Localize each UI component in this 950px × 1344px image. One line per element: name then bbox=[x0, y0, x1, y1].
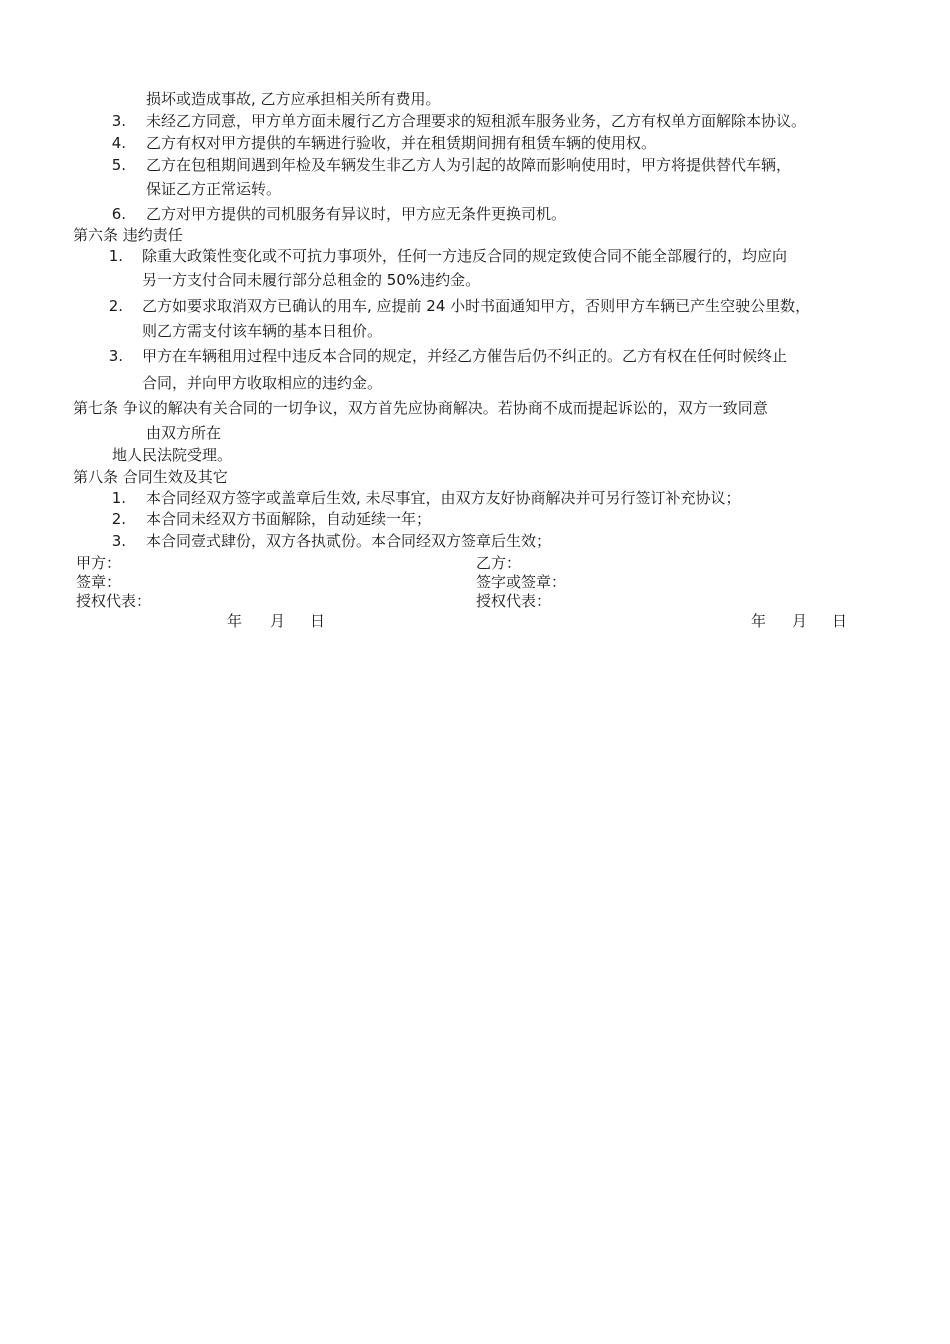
clause5-item4-number: 4. bbox=[111, 134, 126, 152]
clause5-item6-number: 6. bbox=[111, 205, 126, 223]
clause5-item5-continuation: 保证乙方正常运转。 bbox=[146, 180, 282, 198]
party-b-label: 乙方： bbox=[476, 554, 522, 572]
clause6-item2-text: 乙方如要求取消双方已确认的用车, 应提前 24 小时书面通知甲方，否则甲方车辆已产生空驶公里数， bbox=[142, 297, 811, 315]
clause8-item2-text: 本合同未经双方书面解除，自动延续一年； bbox=[146, 510, 432, 528]
clause6-item3-continuation: 合同，并向甲方收取相应的违约金。 bbox=[142, 374, 383, 392]
clause5-item3-number: 3. bbox=[111, 112, 126, 130]
clause6-item1-text: 除重大政策性变化或不可抗力事项外，任何一方违反合同的规定致使合同不能全部履行的，均应向 bbox=[142, 247, 788, 265]
party-a-date-day: 日 bbox=[310, 612, 326, 630]
clause5-item4-text: 乙方有权对甲方提供的车辆进行验收，并在租赁期间拥有租赁车辆的使用权。 bbox=[146, 134, 657, 152]
clause5-item2-tail: 损坏或造成事故, 乙方应承担相关所有费用。 bbox=[146, 90, 441, 108]
clause5-item5-number: 5. bbox=[111, 156, 126, 174]
party-a-representative-label: 授权代表： bbox=[76, 592, 152, 610]
clause6-item2-number: 2. bbox=[108, 297, 123, 315]
party-b-date-month: 月 bbox=[792, 612, 808, 630]
party-a-date-month: 月 bbox=[270, 612, 286, 630]
clause8-item2-number: 2. bbox=[111, 510, 126, 528]
party-b-date-year: 年 bbox=[751, 612, 767, 630]
clause5-item3-text: 未经乙方同意，甲方单方面未履行乙方合理要求的短租派车服务业务，乙方有权单方面解除本协议。 bbox=[146, 112, 807, 130]
party-b-representative-label: 授权代表： bbox=[476, 592, 552, 610]
clause8-item3-text: 本合同壹式肆份，双方各执贰份。本合同经双方签章后生效； bbox=[146, 532, 552, 550]
party-b-sign-label: 签字或签章： bbox=[476, 573, 567, 591]
clause8-item3-number: 3. bbox=[111, 532, 126, 550]
clause6-item1-number: 1. bbox=[108, 247, 123, 265]
clause8-item1-number: 1. bbox=[111, 489, 126, 507]
clause6-item3-number: 3. bbox=[108, 347, 123, 365]
clause7-line2: 由双方所在 bbox=[146, 424, 222, 442]
clause8-heading: 第八条 合同生效及其它 bbox=[73, 468, 228, 486]
clause6-item2-continuation: 则乙方需支付该车辆的基本日租价。 bbox=[142, 322, 383, 340]
clause8-item1-text: 本合同经双方签字或盖章后生效, 未尽事宜，由双方友好协商解决并可另行签订补充协议； bbox=[146, 489, 741, 507]
party-a-date-year: 年 bbox=[227, 612, 243, 630]
clause7-line3: 地人民法院受理。 bbox=[112, 446, 233, 464]
party-b-date-day: 日 bbox=[832, 612, 848, 630]
party-a-label: 甲方： bbox=[76, 554, 122, 572]
clause6-item1-continuation: 另一方支付合同未履行部分总租金的 50%违约金。 bbox=[142, 271, 481, 289]
clause7-line1: 第七条 争议的解决有关合同的一切争议，双方首先应协商解决。若协商不成而提起诉讼的，双方一致同意 bbox=[73, 399, 768, 417]
party-a-seal-label: 签章： bbox=[76, 573, 122, 591]
clause5-item6-text: 乙方对甲方提供的司机服务有异议时，甲方应无条件更换司机。 bbox=[146, 205, 567, 223]
clause6-heading: 第六条 违约责任 bbox=[73, 226, 183, 244]
clause6-item3-text: 甲方在车辆租用过程中违反本合同的规定，并经乙方催告后仍不纠正的。乙方有权在任何时候终止 bbox=[142, 347, 788, 365]
clause5-item5-text: 乙方在包租期间遇到年检及车辆发生非乙方人为引起的故障而影响使用时，甲方将提供替代车辆， bbox=[146, 156, 792, 174]
